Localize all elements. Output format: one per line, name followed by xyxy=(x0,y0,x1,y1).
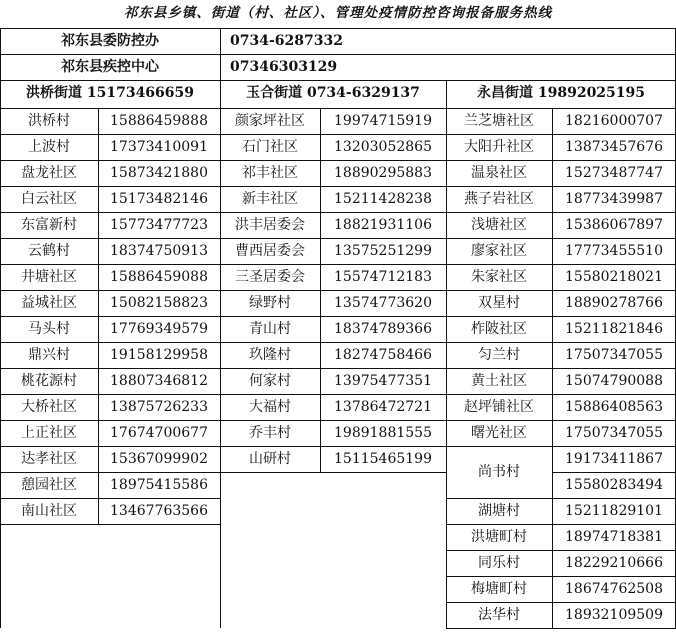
community-phone: 18274758466 xyxy=(334,347,432,363)
table-gridline xyxy=(446,80,447,628)
community-phone: 15886459088 xyxy=(110,269,208,285)
community-name: 朱家社区 xyxy=(471,269,527,285)
table-gridline xyxy=(0,186,220,187)
community-name: 井塘社区 xyxy=(21,269,77,285)
subdistrict-header: 洪桥街道 15173466659 xyxy=(25,85,195,101)
table-gridline xyxy=(0,498,220,499)
community-phone: 15082158823 xyxy=(110,295,208,311)
table-gridline xyxy=(0,394,220,395)
table-gridline xyxy=(0,264,220,265)
community-name: 南山社区 xyxy=(21,503,77,519)
table-gridline xyxy=(0,212,220,213)
community-phone: 17674700677 xyxy=(110,425,208,441)
table-gridline xyxy=(220,368,446,369)
table-gridline xyxy=(0,472,220,473)
table-gridline xyxy=(0,134,220,135)
community-phone: 15386067897 xyxy=(565,217,663,233)
table-gridline xyxy=(446,524,676,525)
community-phone: 15773477723 xyxy=(110,217,208,233)
community-phone: 17373410091 xyxy=(110,139,208,155)
table-gridline xyxy=(446,394,676,395)
table-gridline xyxy=(446,602,676,603)
community-phone: 18674762508 xyxy=(565,581,663,597)
community-name: 祁丰社区 xyxy=(242,165,298,181)
table-gridline xyxy=(220,186,446,187)
table-gridline xyxy=(446,446,676,447)
community-name: 匀兰村 xyxy=(478,347,520,363)
community-name: 黄土社区 xyxy=(471,373,527,389)
community-name: 尚书村 xyxy=(478,464,520,480)
table-gridline xyxy=(0,524,220,525)
community-name: 盘龙社区 xyxy=(21,165,77,181)
table-gridline xyxy=(446,368,676,369)
community-name: 玖隆村 xyxy=(249,347,291,363)
county-office-name: 祁东县委防控办 xyxy=(61,33,159,49)
community-phone: 15580218021 xyxy=(565,269,663,285)
table-gridline xyxy=(220,290,446,291)
community-name: 马头村 xyxy=(28,321,70,337)
subdistrict-header: 永昌街道 19892025195 xyxy=(476,85,646,101)
community-phone: 18807346812 xyxy=(110,373,208,389)
community-phone: 13574773620 xyxy=(334,295,432,311)
community-name: 乔丰村 xyxy=(249,425,291,441)
community-name: 洪丰居委会 xyxy=(235,217,305,233)
community-phone: 13786472721 xyxy=(334,399,432,415)
table-gridline xyxy=(0,238,220,239)
community-phone: 13975477351 xyxy=(334,373,432,389)
community-phone: 13203052865 xyxy=(334,139,432,155)
county-office-name: 祁东县疾控中心 xyxy=(61,59,159,75)
community-name: 洪桥村 xyxy=(28,113,70,129)
table-gridline xyxy=(446,498,676,499)
community-phone: 18974718381 xyxy=(565,529,663,545)
county-office-phone: 0734-6287332 xyxy=(230,33,343,49)
community-name: 青山村 xyxy=(249,321,291,337)
table-gridline xyxy=(0,420,220,421)
community-phone: 15211821846 xyxy=(565,321,663,337)
community-name: 柞陂社区 xyxy=(471,321,527,337)
community-name: 三圣居委会 xyxy=(235,269,305,285)
table-gridline xyxy=(446,420,676,421)
community-name: 鼎兴村 xyxy=(28,347,70,363)
community-phone: 15886408563 xyxy=(565,399,663,415)
table-gridline xyxy=(0,108,676,109)
community-phone: 13575251299 xyxy=(334,243,432,259)
community-name: 大桥社区 xyxy=(21,399,77,415)
community-name: 湖塘村 xyxy=(478,503,520,519)
community-phone: 13467763566 xyxy=(110,503,208,519)
community-phone: 18374750913 xyxy=(110,243,208,259)
table-gridline xyxy=(220,80,221,628)
table-gridline xyxy=(446,550,676,551)
community-phone: 19158129958 xyxy=(110,347,208,363)
community-phone: 18216000707 xyxy=(565,113,663,129)
table-gridline xyxy=(0,316,220,317)
community-name: 山研村 xyxy=(249,451,291,467)
community-phone: 17769349579 xyxy=(110,321,208,337)
page-title: 祁东县乡镇、街道（村、社区）、管理处疫情防控咨询报备服务热线 xyxy=(123,5,553,21)
community-name: 大阳升社区 xyxy=(464,139,534,155)
community-name: 东富新村 xyxy=(21,217,77,233)
community-name: 浅塘社区 xyxy=(471,217,527,233)
community-name: 颜家坪社区 xyxy=(235,113,305,129)
table-top-border xyxy=(0,28,676,29)
community-phone: 18975415586 xyxy=(110,477,208,493)
community-phone: 18374789366 xyxy=(334,321,432,337)
community-phone: 15574712183 xyxy=(334,269,432,285)
table-gridline xyxy=(220,160,446,161)
subdistrict-header: 玉合街道 0734-6329137 xyxy=(246,85,420,101)
community-name: 达孝社区 xyxy=(21,451,77,467)
table-gridline xyxy=(446,342,676,343)
community-phone: 18821931106 xyxy=(334,217,432,233)
community-phone: 17773455510 xyxy=(565,243,663,259)
table-gridline xyxy=(446,186,676,187)
community-name: 上正社区 xyxy=(21,425,77,441)
community-name: 何家村 xyxy=(249,373,291,389)
community-name: 白云社区 xyxy=(21,191,77,207)
community-phone: 15211428238 xyxy=(334,191,432,207)
table-gridline xyxy=(552,472,676,473)
table-gridline xyxy=(0,368,220,369)
community-name: 梅塘町村 xyxy=(471,581,527,597)
table-gridline xyxy=(220,472,446,473)
table-gridline xyxy=(220,342,446,343)
table-gridline xyxy=(446,576,676,577)
community-name: 云鹤村 xyxy=(28,243,70,259)
community-phone: 18773439987 xyxy=(565,191,663,207)
community-phone: 15211829101 xyxy=(565,503,663,519)
community-phone: 13873457676 xyxy=(565,139,663,155)
community-name: 廖家社区 xyxy=(471,243,527,259)
community-name: 洪塘町村 xyxy=(471,529,527,545)
community-name: 憩园社区 xyxy=(21,477,77,493)
table-gridline xyxy=(446,290,676,291)
community-name: 温泉社区 xyxy=(471,165,527,181)
community-name: 曹西居委会 xyxy=(235,243,305,259)
community-phone: 15074790088 xyxy=(565,373,663,389)
table-gridline xyxy=(220,212,446,213)
community-name: 兰芝塘社区 xyxy=(464,113,534,129)
table-gridline xyxy=(220,264,446,265)
table-gridline xyxy=(0,342,220,343)
table-gridline xyxy=(220,238,446,239)
community-name: 曙光社区 xyxy=(471,425,527,441)
community-phone: 15873421880 xyxy=(110,165,208,181)
table-gridline xyxy=(446,212,676,213)
table-gridline xyxy=(0,80,676,81)
table-gridline xyxy=(446,160,676,161)
community-phone: 15173482146 xyxy=(110,191,208,207)
community-name: 桃花源村 xyxy=(21,373,77,389)
table-gridline xyxy=(220,28,221,80)
community-name: 双星村 xyxy=(478,295,520,311)
table-gridline xyxy=(0,446,220,447)
community-phone: 19173411867 xyxy=(565,451,663,467)
community-name: 燕子岩社区 xyxy=(464,191,534,207)
community-name: 赵坪铺社区 xyxy=(464,399,534,415)
table-gridline xyxy=(220,420,446,421)
community-phone: 18229210666 xyxy=(565,555,663,571)
community-name: 新丰社区 xyxy=(242,191,298,207)
community-phone: 15580283494 xyxy=(565,477,663,493)
community-phone: 19891881555 xyxy=(334,425,432,441)
community-name: 同乐村 xyxy=(478,555,520,571)
community-name: 绿野村 xyxy=(249,295,291,311)
community-phone: 15273487747 xyxy=(565,165,663,181)
community-name: 法华村 xyxy=(478,607,520,623)
table-gridline xyxy=(0,290,220,291)
table-gridline xyxy=(220,316,446,317)
community-phone: 17507347055 xyxy=(565,425,663,441)
table-gridline xyxy=(446,134,676,135)
community-phone: 13875726233 xyxy=(110,399,208,415)
community-phone: 15115465199 xyxy=(334,451,432,467)
county-office-phone: 07346303129 xyxy=(230,59,338,75)
community-name: 益城社区 xyxy=(21,295,77,311)
table-gridline xyxy=(220,134,446,135)
table-gridline xyxy=(446,264,676,265)
table-gridline xyxy=(446,238,676,239)
community-phone: 15886459888 xyxy=(110,113,208,129)
table-gridline xyxy=(220,394,446,395)
community-phone: 17507347055 xyxy=(565,347,663,363)
community-phone: 18932109509 xyxy=(565,607,663,623)
community-phone: 18890278766 xyxy=(565,295,663,311)
community-phone: 15367099902 xyxy=(110,451,208,467)
community-phone: 18890295883 xyxy=(334,165,432,181)
community-name: 上波村 xyxy=(28,139,70,155)
table-gridline xyxy=(0,160,220,161)
table-gridline xyxy=(446,628,676,629)
table-gridline xyxy=(220,446,446,447)
table-left-border xyxy=(0,28,1,628)
community-phone: 19974715919 xyxy=(334,113,432,129)
community-name: 大福村 xyxy=(249,399,291,415)
community-name: 石门社区 xyxy=(242,139,298,155)
table-gridline xyxy=(446,316,676,317)
table-gridline xyxy=(0,54,676,55)
